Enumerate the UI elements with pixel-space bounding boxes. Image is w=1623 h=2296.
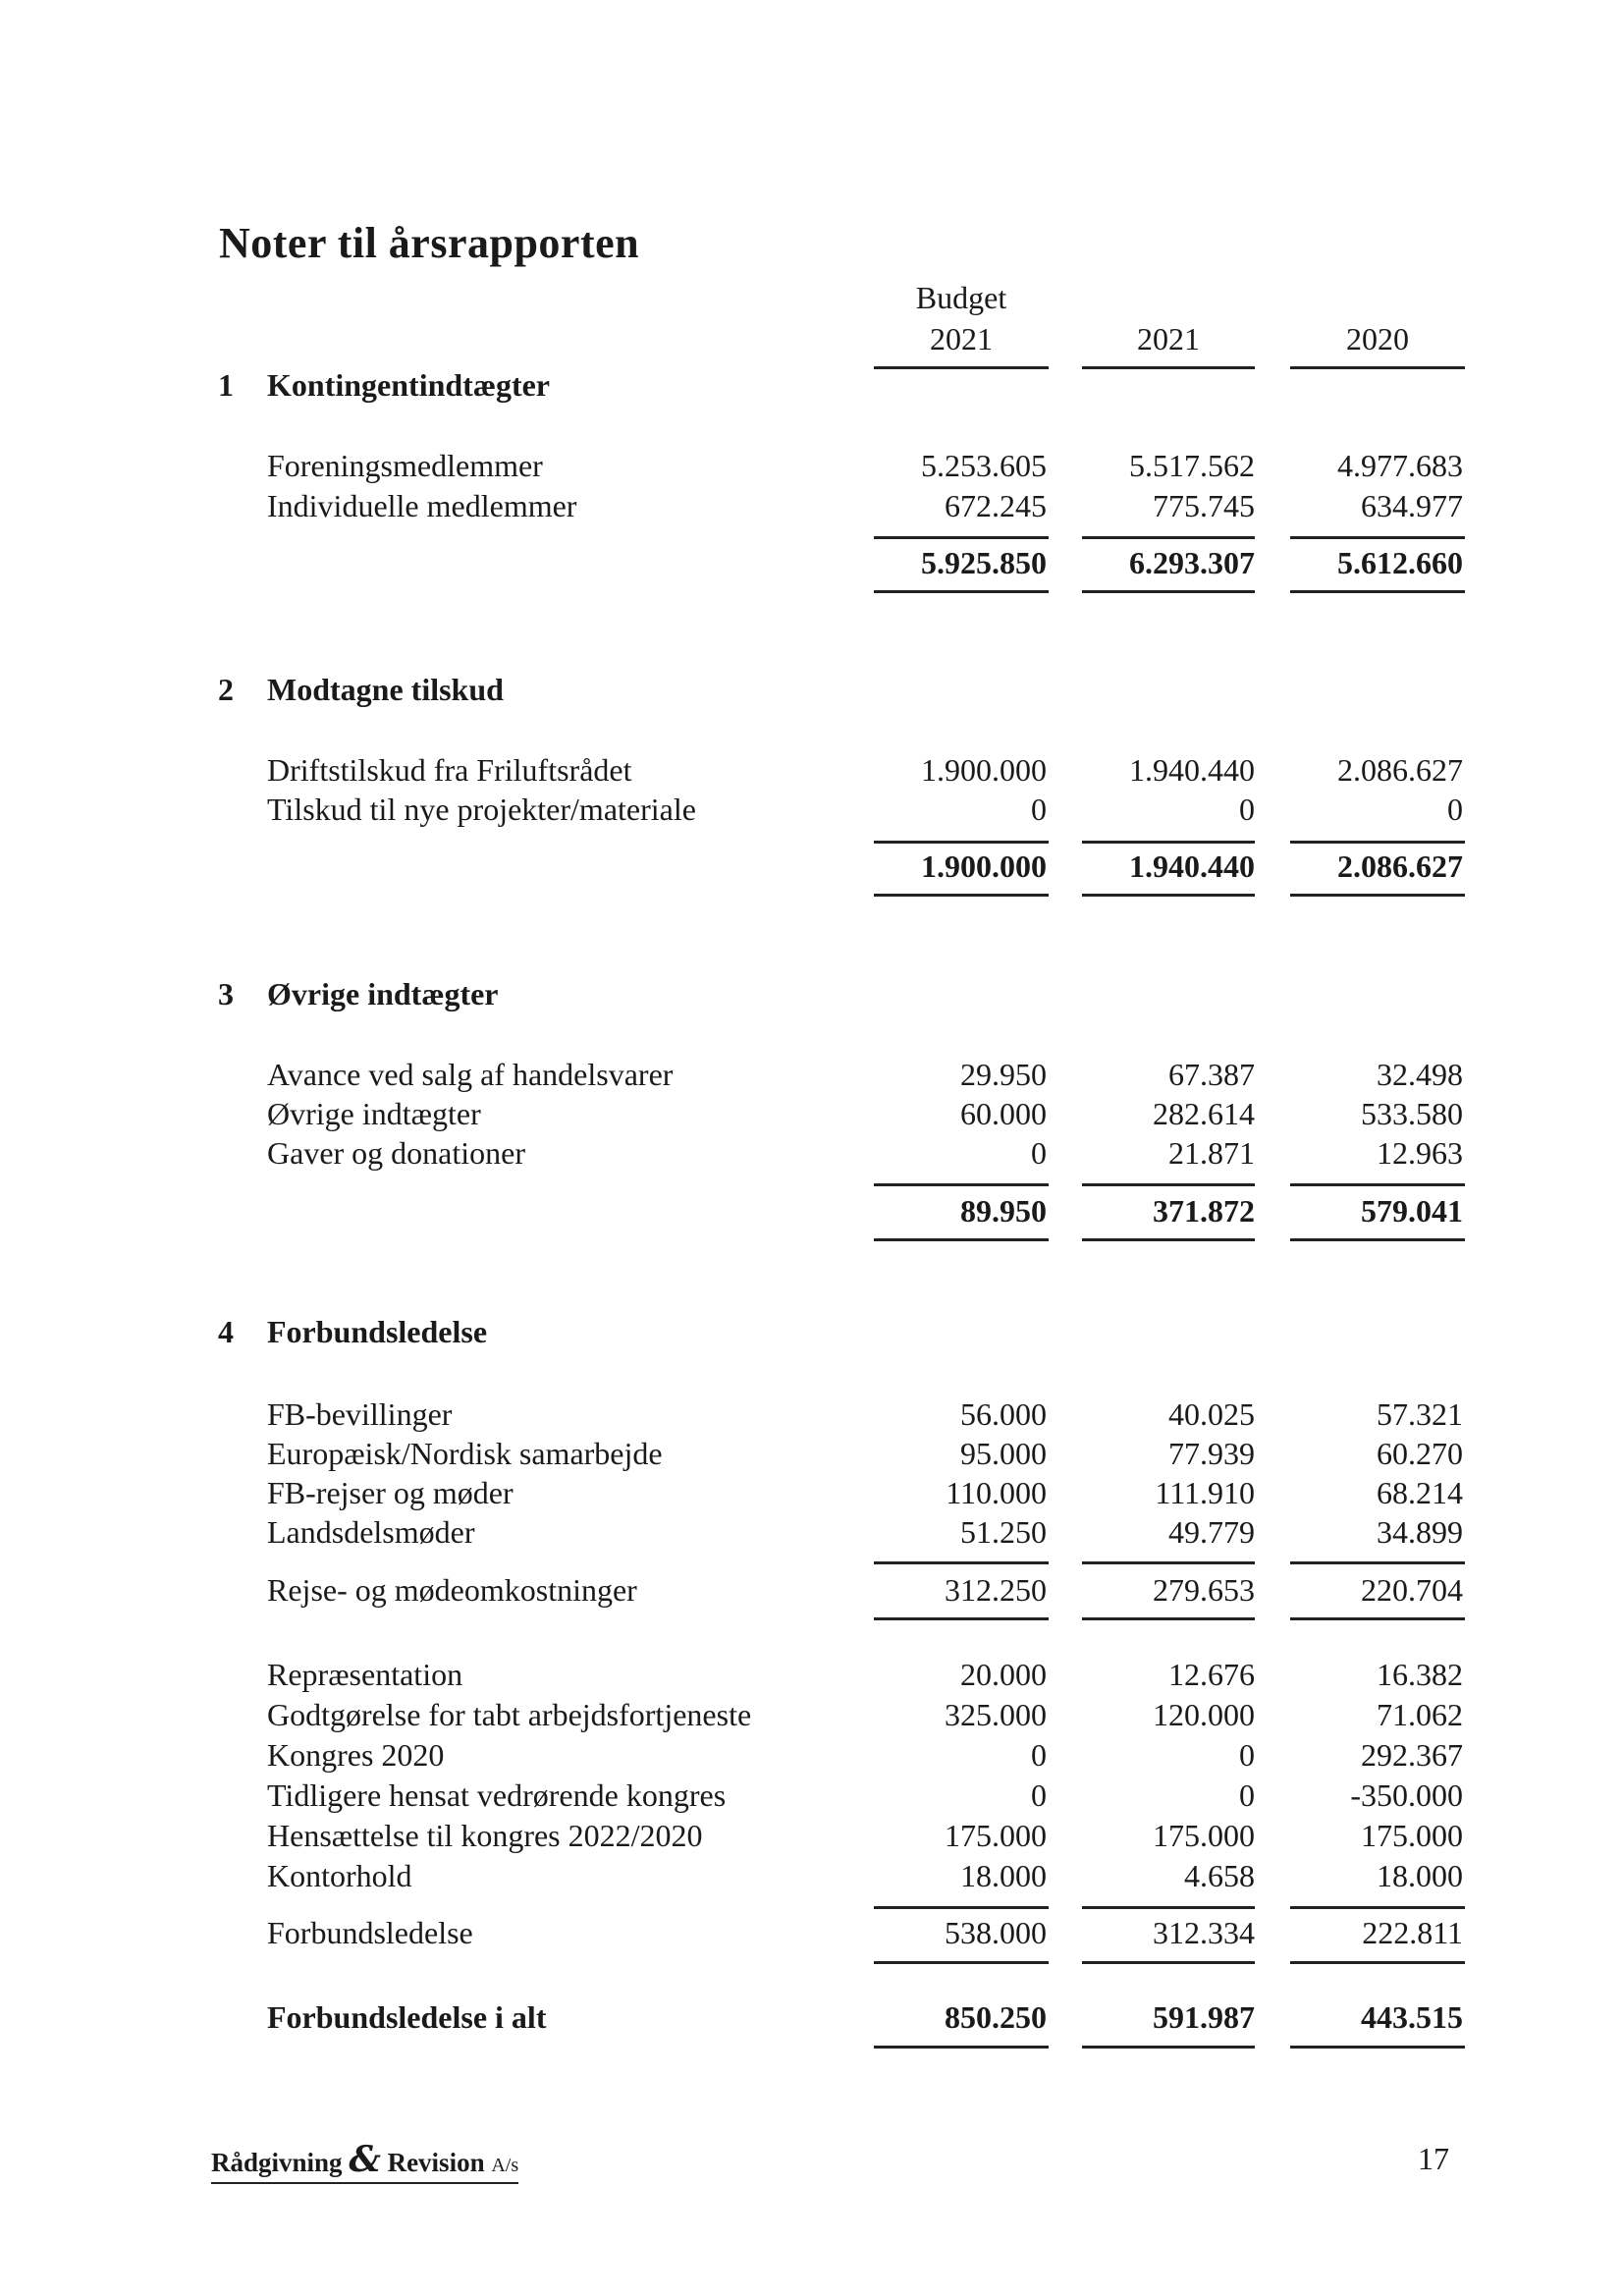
value-current: 12.676 [1168, 1657, 1255, 1692]
table-row [0, 1737, 1623, 1777]
value-budget: 0 [1031, 1737, 1047, 1773]
brand-suffix: A/s [491, 2155, 519, 2176]
row-label: Øvrige indtægter [267, 1096, 481, 1131]
value-prior: 32.498 [1377, 1057, 1463, 1092]
column-header-rule [1082, 366, 1255, 369]
table-row [0, 1777, 1623, 1817]
grand-total-rule [874, 2046, 1049, 2049]
value-budget: 0 [1031, 792, 1047, 827]
sum-rule [1290, 1906, 1465, 1909]
subtotal-row [0, 1572, 1623, 1612]
subtotal-budget: 312.250 [945, 1572, 1047, 1608]
row-label: Europæisk/Nordisk samarbejde [267, 1436, 663, 1471]
value-current: 1.940.440 [1129, 752, 1255, 788]
brand-name-part1: Rådgivning [211, 2148, 343, 2177]
subtotal-current: 312.334 [1153, 1915, 1255, 1950]
subtotal-rule [874, 1961, 1049, 1964]
total-rule [1082, 1238, 1255, 1241]
column-header-prior-year: 2020 [1346, 321, 1409, 356]
value-budget: 5.253.605 [921, 448, 1047, 483]
column-header-prior [1290, 277, 1465, 375]
sum-rule [874, 841, 1049, 844]
value-current: 4.658 [1184, 1858, 1255, 1893]
section-number: 4 [218, 1314, 234, 1349]
row-label: Tilskud til nye projekter/materiale [267, 792, 696, 827]
row-label: FB-rejser og møder [267, 1475, 514, 1510]
value-current: 0 [1239, 1737, 1255, 1773]
total-budget: 1.900.000 [921, 848, 1047, 884]
total-prior: 579.041 [1361, 1193, 1463, 1229]
value-prior: 16.382 [1377, 1657, 1463, 1692]
value-prior: 2.086.627 [1337, 752, 1463, 788]
value-budget: 110.000 [946, 1475, 1047, 1510]
total-row [0, 848, 1623, 888]
sum-rule [874, 1183, 1049, 1186]
value-prior: -350.000 [1350, 1777, 1463, 1813]
value-budget: 325.000 [945, 1697, 1047, 1732]
row-label: Kontorhold [267, 1858, 412, 1893]
row-label: Driftstilskud fra Friluftsrådet [267, 752, 632, 788]
value-current: 0 [1239, 792, 1255, 827]
total-current: 1.940.440 [1129, 848, 1255, 884]
subtotal-row [0, 1915, 1623, 1954]
subtotal-label: Forbundsledelse [267, 1915, 473, 1950]
value-current: 775.745 [1153, 488, 1255, 523]
page-title: Noter til årsrapporten [219, 219, 640, 267]
subtotal-prior: 220.704 [1361, 1572, 1463, 1608]
sum-rule [1290, 536, 1465, 539]
subtotal-rule [1082, 1961, 1255, 1964]
total-rule [874, 894, 1049, 897]
value-prior: 18.000 [1377, 1858, 1463, 1893]
table-row [0, 1697, 1623, 1736]
value-current: 77.939 [1168, 1436, 1255, 1471]
value-prior: 68.214 [1377, 1475, 1463, 1510]
value-budget: 175.000 [945, 1818, 1047, 1853]
value-prior: 71.062 [1377, 1697, 1463, 1732]
value-prior: 57.321 [1377, 1396, 1463, 1432]
total-rule [1290, 1238, 1465, 1241]
section-title: Forbundsledelse [267, 1314, 488, 1349]
row-label: Foreningsmedlemmer [267, 448, 543, 483]
sum-rule [1082, 536, 1255, 539]
total-current: 371.872 [1153, 1193, 1255, 1229]
value-budget: 672.245 [945, 488, 1047, 523]
value-prior: 34.899 [1377, 1514, 1463, 1550]
section-number: 1 [218, 367, 234, 403]
value-prior: 12.963 [1377, 1135, 1463, 1171]
subtotal-rule [1290, 1961, 1465, 1964]
value-prior: 634.977 [1361, 488, 1463, 523]
value-prior: 0 [1447, 792, 1463, 827]
footer-brand-logo [211, 2139, 518, 2184]
table-row [0, 1657, 1623, 1696]
sum-rule [874, 1906, 1049, 1909]
table-row [0, 1475, 1623, 1514]
value-current: 282.614 [1153, 1096, 1255, 1131]
row-label: FB-bevillinger [267, 1396, 453, 1432]
value-current: 40.025 [1168, 1396, 1255, 1432]
total-rule [1290, 894, 1465, 897]
sum-rule [1082, 1906, 1255, 1909]
grand-total-rule [1082, 2046, 1255, 2049]
column-header-current [1082, 277, 1255, 375]
subtotal-label: Rejse- og mødeomkostninger [267, 1572, 637, 1608]
total-prior: 5.612.660 [1337, 545, 1463, 580]
value-prior: 533.580 [1361, 1096, 1463, 1131]
grand-total-prior: 443.515 [1361, 1999, 1463, 2035]
sum-rule [874, 536, 1049, 539]
subtotal-rule [874, 1617, 1049, 1620]
total-rule [1082, 590, 1255, 593]
grand-total-budget: 850.250 [945, 1999, 1047, 2035]
sum-rule [1290, 1183, 1465, 1186]
table-row [0, 752, 1623, 792]
brand-name-part2: Revision [387, 2148, 485, 2177]
row-label: Tidligere hensat vedrørende kongres [267, 1777, 727, 1813]
subtotal-current: 279.653 [1153, 1572, 1255, 1608]
total-rule [1082, 894, 1255, 897]
row-label: Kongres 2020 [267, 1737, 445, 1773]
grand-total-row [0, 1999, 1623, 2039]
total-budget: 89.950 [960, 1193, 1047, 1229]
total-current: 6.293.307 [1129, 545, 1255, 580]
value-current: 21.871 [1168, 1135, 1255, 1171]
row-label: Repræsentation [267, 1657, 463, 1692]
row-label: Gaver og donationer [267, 1135, 526, 1171]
table-row [0, 1096, 1623, 1135]
section-title: Øvrige indtægter [267, 976, 499, 1011]
value-budget: 56.000 [960, 1396, 1047, 1432]
row-label: Godtgørelse for tabt arbejdsfortjeneste [267, 1697, 752, 1732]
sum-rule [1290, 1561, 1465, 1564]
table-row [0, 1818, 1623, 1857]
value-budget: 18.000 [960, 1858, 1047, 1893]
column-header-rule [874, 366, 1049, 369]
grand-total-label: Forbundsledelse i alt [267, 1999, 547, 2035]
table-row [0, 1057, 1623, 1096]
value-current: 0 [1239, 1777, 1255, 1813]
table-row [0, 488, 1623, 527]
value-budget: 1.900.000 [921, 752, 1047, 788]
sum-rule [1082, 1183, 1255, 1186]
sum-rule [874, 1561, 1049, 1564]
value-current: 49.779 [1168, 1514, 1255, 1550]
subtotal-rule [1290, 1617, 1465, 1620]
subtotal-prior: 222.811 [1362, 1915, 1463, 1950]
value-current: 175.000 [1153, 1818, 1255, 1853]
table-row [0, 792, 1623, 831]
column-header-budget [874, 277, 1049, 375]
section-title: Modtagne tilskud [267, 672, 504, 707]
row-label: Hensættelse til kongres 2022/2020 [267, 1818, 703, 1853]
total-budget: 5.925.850 [921, 545, 1047, 580]
sum-rule [1082, 841, 1255, 844]
table-row [0, 1858, 1623, 1897]
grand-total-rule [1290, 2046, 1465, 2049]
value-prior: 292.367 [1361, 1737, 1463, 1773]
total-row [0, 545, 1623, 584]
value-prior: 175.000 [1361, 1818, 1463, 1853]
brand-ampersand: & [349, 2139, 381, 2180]
section-number: 2 [218, 672, 234, 707]
value-prior: 4.977.683 [1337, 448, 1463, 483]
value-current: 67.387 [1168, 1057, 1255, 1092]
row-label: Individuelle medlemmer [267, 488, 577, 523]
value-budget: 29.950 [960, 1057, 1047, 1092]
value-prior: 60.270 [1377, 1436, 1463, 1471]
table-row [0, 1135, 1623, 1175]
table-row [0, 1396, 1623, 1436]
value-budget: 0 [1031, 1135, 1047, 1171]
total-rule [1290, 590, 1465, 593]
grand-total-current: 591.987 [1153, 1999, 1255, 2035]
subtotal-rule [1082, 1617, 1255, 1620]
column-header-budget-year: 2021 [930, 321, 993, 356]
total-prior: 2.086.627 [1337, 848, 1463, 884]
total-rule [874, 1238, 1049, 1241]
column-header-current-year: 2021 [1137, 321, 1200, 356]
value-current: 120.000 [1153, 1697, 1255, 1732]
section-title: Kontingentindtægter [267, 367, 550, 403]
column-header-rule [1290, 366, 1465, 369]
subtotal-budget: 538.000 [945, 1915, 1047, 1950]
table-row [0, 448, 1623, 487]
table-row [0, 1514, 1623, 1554]
value-budget: 0 [1031, 1777, 1047, 1813]
value-budget: 60.000 [960, 1096, 1047, 1131]
total-rule [874, 590, 1049, 593]
value-budget: 51.250 [960, 1514, 1047, 1550]
total-row [0, 1193, 1623, 1232]
section-number: 3 [218, 976, 234, 1011]
column-header-budget-label: Budget [915, 280, 1007, 315]
row-label: Avance ved salg af handelsvarer [267, 1057, 674, 1092]
row-label: Landsdelsmøder [267, 1514, 475, 1550]
page-number: 17 [1418, 2141, 1449, 2176]
table-row [0, 1436, 1623, 1475]
value-current: 5.517.562 [1129, 448, 1255, 483]
sum-rule [1082, 1561, 1255, 1564]
value-current: 111.910 [1155, 1475, 1255, 1510]
value-budget: 95.000 [960, 1436, 1047, 1471]
value-budget: 20.000 [960, 1657, 1047, 1692]
sum-rule [1290, 841, 1465, 844]
